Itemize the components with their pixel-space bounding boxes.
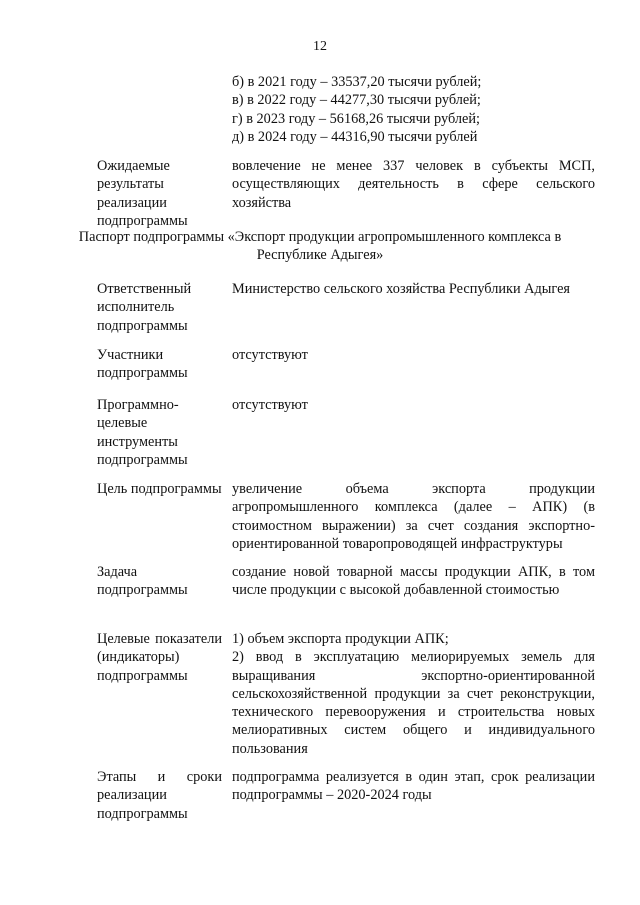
- funding-line: б) в 2021 году – 33537,20 тысячи рублей;: [232, 74, 482, 90]
- instruments-label: Программно-целевые инструменты подпрограммы: [97, 397, 188, 468]
- passport-title: Паспорт подпрограммы «Экспорт продукции агропромышленного комплекса в Республике Адыгея»: [78, 229, 562, 264]
- task-label: Задача подпрограммы: [97, 564, 188, 599]
- indicators-label: Целевые показатели (индикаторы) подпрограммы: [97, 631, 222, 684]
- participants-label: Участники подпрограммы: [97, 347, 188, 382]
- goal-value: увеличение объема экспорта продукции агропромышленного комплекса (далее – АПК) (в стоимостном выражении) за счет создания экспортно-ориентированной товаропроводящей инфраструктуры: [232, 481, 595, 552]
- funding-list: [232, 73, 592, 146]
- funding-line: г) в 2023 году – 56168,26 тысячи рублей;: [232, 110, 480, 127]
- task-value: создание новой товарной массы продукции АПК, в том числе продукции с высокой добавленной стоимостью: [232, 564, 595, 599]
- stages-value: подпрограмма реализуется в один этап, срок реализации подпрограммы – 2020-2024 годы: [232, 769, 595, 804]
- page-number: 12: [313, 39, 327, 54]
- expected-results-label: Ожидаемые результаты реализации подпрограммы: [97, 158, 188, 229]
- funding-line: д) в 2024 году – 44316,90 тысячи рублей: [232, 128, 478, 145]
- instruments-value: отсутствуют: [232, 397, 308, 413]
- funding-line: в) в 2022 году – 44277,30 тысячи рублей;: [232, 92, 481, 109]
- indicator-item: 1) объем экспорта продукции АПК;: [232, 631, 449, 647]
- participants-value: отсутствуют: [232, 347, 308, 363]
- responsible-label: Ответственный исполнитель подпрограммы: [97, 281, 192, 334]
- responsible-value: Министерство сельского хозяйства Республики Адыгея: [232, 281, 570, 297]
- indicator-item: 2) ввод в эксплуатацию мелиорируемых земель для выращивания экспортно-ориентированной сельскохозяйственной продукции за счет реконструкции, технического перевооружения и строительства новых мелиоративных систем общего и индивидуального пользования: [232, 649, 595, 757]
- expected-results-value: вовлечение не менее 337 человек в субъекты МСП, осуществляющих деятельность в сфере сельского хозяйства: [232, 158, 595, 211]
- goal-label: Цель подпрограммы: [97, 481, 222, 497]
- stages-label: Этапы и сроки реализации подпрограммы: [97, 769, 222, 822]
- indicators-value: [232, 630, 595, 758]
